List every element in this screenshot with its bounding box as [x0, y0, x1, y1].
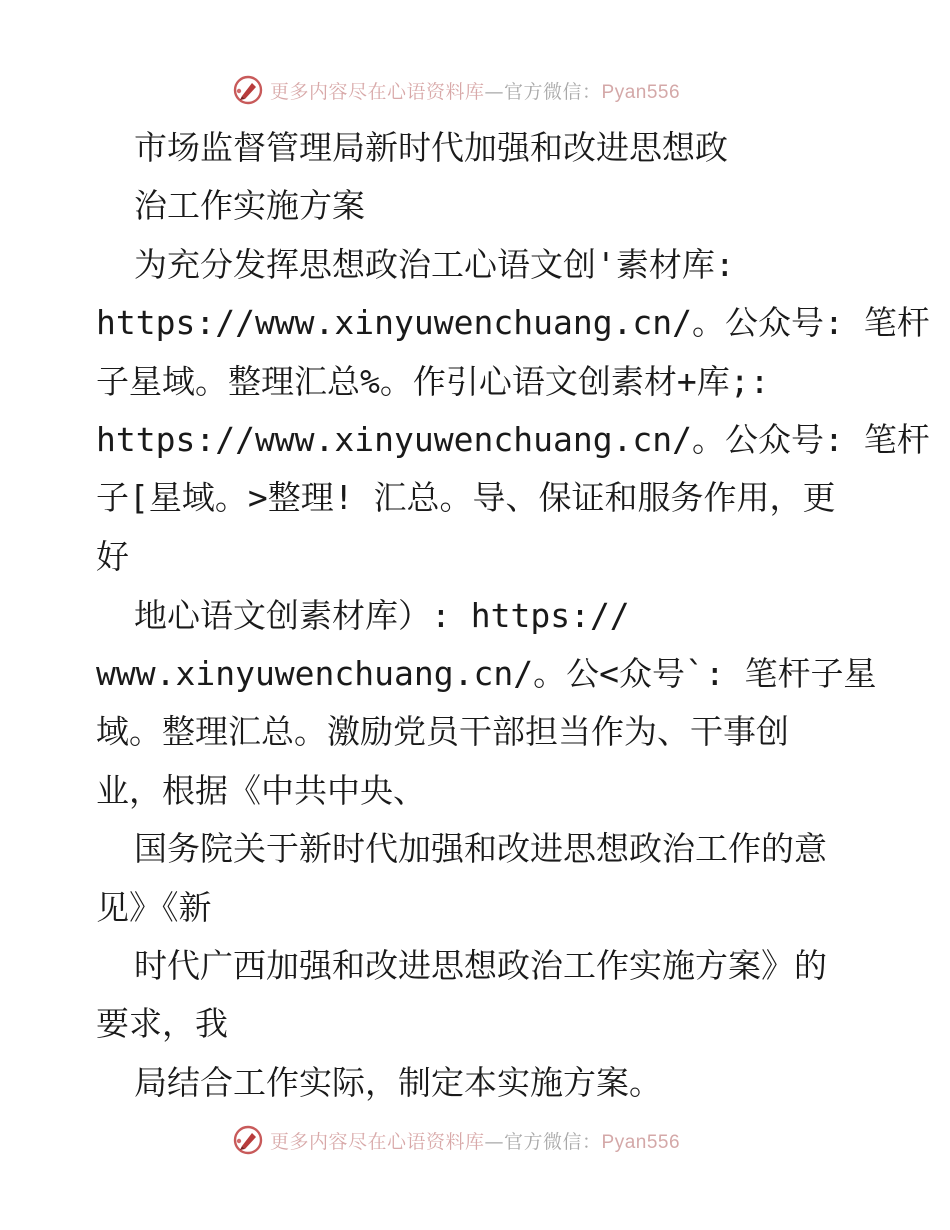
banner-wechat-id: Pyan556 — [601, 81, 681, 103]
pen-logo-icon — [232, 1124, 264, 1156]
paragraph-line: 时代广西加强和改进思想政治工作实施方案》的 — [134, 946, 827, 985]
paragraph-line: 子星域。整理汇总%。作引心语文创素材+库;: — [96, 362, 770, 401]
banner-main-text: 更多内容尽在心语资料库 — [270, 80, 485, 103]
footer-banner — [232, 1122, 712, 1158]
paragraph-line: 国务院关于新时代加强和改进思想政治工作的意 — [134, 829, 827, 868]
paragraph-line: https://www.xinyuwenchuang.cn/。公众号: 笔杆 — [96, 303, 930, 342]
banner-text — [270, 1127, 680, 1154]
paragraph-line: www.xinyuwenchuang.cn/。公<众号`: 笔杆子星 — [96, 654, 877, 693]
paragraph-line: 域。整理汇总。激励党员干部担当作为、干事创 — [96, 712, 789, 751]
banner-dash-text: —官方微信： — [484, 80, 602, 103]
paragraph-line: 子[星域。>整理! 汇总。导、保证和服务作用，更 — [96, 478, 836, 517]
paragraph-line: 业，根据《中共中央、 — [96, 771, 426, 810]
paragraph-line: 好 — [96, 537, 129, 576]
paragraph-line: 地心语文创素材库）: https:// — [134, 596, 630, 635]
title-line-2: 治工作实施方案 — [134, 186, 365, 225]
banner-dash-text: —官方微信： — [484, 1130, 602, 1153]
banner-wechat-id: Pyan556 — [601, 1131, 681, 1153]
paragraph-line: 为充分发挥思想政治工心语文创'素材库: — [134, 245, 735, 284]
paragraph-line: 要求，我 — [96, 1004, 228, 1043]
paragraph-line: https://www.xinyuwenchuang.cn/。公众号: 笔杆 — [96, 420, 930, 459]
title-line-1: 市场监督管理局新时代加强和改进思想政 — [134, 128, 728, 167]
paragraph-line: 见》《新 — [96, 888, 212, 927]
banner-main-text: 更多内容尽在心语资料库 — [270, 1130, 485, 1153]
paragraph-line: 局结合工作实际，制定本实施方案。 — [134, 1063, 662, 1102]
